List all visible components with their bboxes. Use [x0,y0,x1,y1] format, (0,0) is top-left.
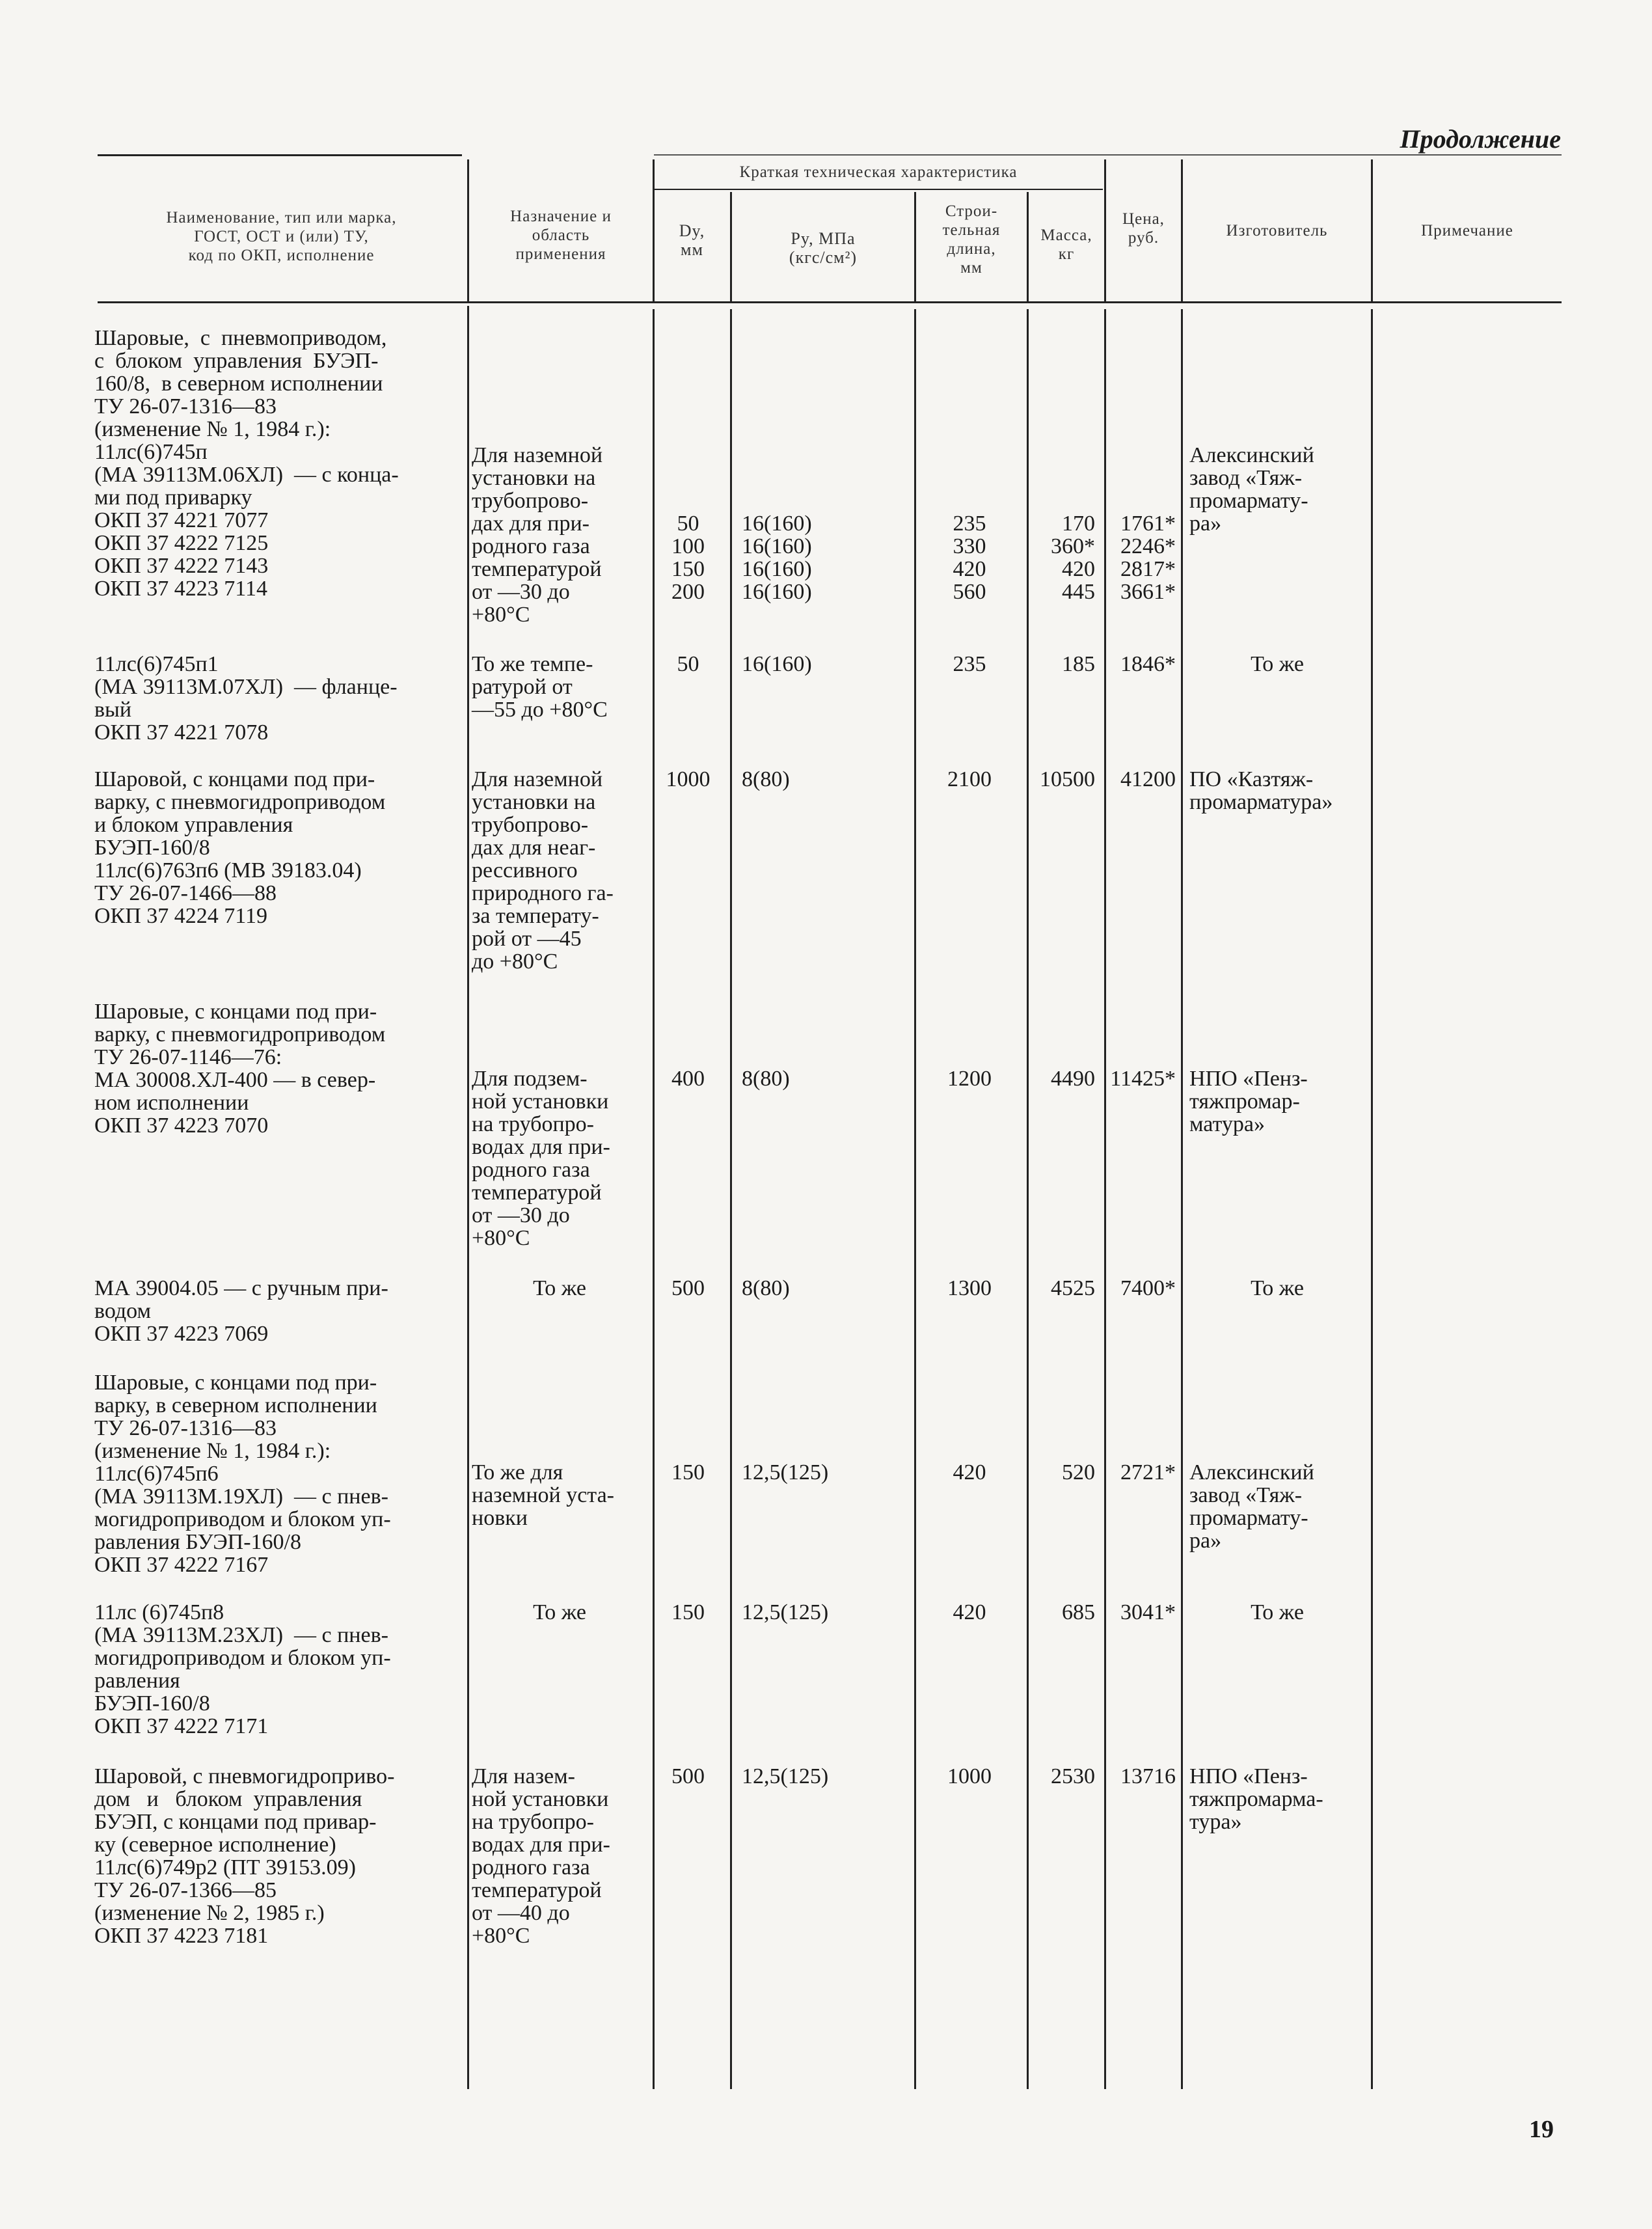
tech-group-rule [654,189,1103,190]
row-purpose: Для назем- ной установки на трубопро- водах для при- родного газа температурой от —40 до +80°С [472,1764,610,1948]
row-py: 8(80) [742,1276,790,1300]
header-py: Py, МПа (кгс/см²) [789,229,858,267]
row-purpose: Для наземной установки на трубопрово- дах для при- родного газа температурой от —30 до +80°С [472,443,603,627]
row-length: 420 [953,1460,986,1484]
row-py: 8(80) [742,1067,790,1091]
row-mass: 2530 [1051,1764,1095,1788]
row-py: 16(160) [742,652,812,676]
row-mass: 4490 [1051,1067,1095,1091]
body-sep-3 [730,309,732,2089]
row-price: 1846* [1120,652,1176,676]
row-price: 3041* [1120,1600,1176,1624]
row-py: 8(80) [742,767,790,791]
row-mass: 685 [1062,1600,1095,1624]
header-top-rule-right [654,154,1562,156]
row-mass: 4525 [1051,1276,1095,1300]
page-number: 19 [1529,2116,1554,2143]
row-dy: 400 [671,1067,705,1091]
row-name: 11лс(6)745п1 (МА 39113М.07ХЛ) — фланце- вый ОКП 37 4221 7078 [94,652,398,745]
row-price: 7400* [1120,1276,1176,1300]
header-tech-group: Краткая техническая характеристика [739,163,1018,181]
row-dy: 50 100 150 200 [671,512,705,604]
row-length: 1300 [947,1276,992,1300]
row-price: 2721* [1120,1460,1176,1484]
row-dy: 150 [671,1460,705,1484]
row-py: 16(160) 16(160) 16(160) 16(160) [742,512,812,604]
row-dy: 500 [671,1276,705,1300]
header-price: Цена, руб. [1122,210,1165,247]
row-purpose: То же [533,1600,586,1624]
row-purpose: Для наземной установки на трубопрово- дах для неаг- рессивного природного га- за температу- рой от —45 до +80°С [472,767,614,974]
row-mass: 170 360* 420 445 [1051,512,1095,604]
body-sep-7 [1181,309,1183,2089]
body-sep-1 [467,306,469,2089]
row-length: 420 [953,1600,986,1624]
row-mass: 10500 [1040,767,1095,791]
row-dy: 1000 [666,767,711,791]
header-name: Наименование, тип или марка, ГОСТ, ОСТ и (или) ТУ, код по ОКП, исполнение [166,209,397,264]
row-length: 1000 [947,1764,992,1788]
header-mass: Масса, кг [1040,226,1092,263]
row-price: 11425* [1110,1067,1176,1091]
row-price: 1761* 2246* 2817* 3661* [1120,512,1176,604]
row-purpose: То же для наземной уста- новки [472,1460,614,1530]
row-manufacturer: Алексинский завод «Тяж- промармату- ра» [1189,1460,1314,1553]
row-name: Шаровые, с концами под при- варку, в северном исполнении ТУ 26-07-1316—83 (изменение № 1, 1984 г.): 11лс(6)745п6 (МА 39113М.19ХЛ) — с пнев- могидроприводом и блоком уп- равления БУЭП-160/8 ОКП 37 4222 7167 [94,1371,391,1577]
row-length: 1200 [947,1067,992,1091]
row-name: Шаровой, с концами под при- варку, с пневмогидроприводом и блоком управления БУЭП-160/8 11лс(6)763п6 (МВ 39183.04) ТУ 26-07-1466—88 ОКП 37 4224 7119 [94,767,386,928]
header-purpose: Назначение и область применения [510,208,612,263]
row-name: МА 39004.05 — с ручным при- водом ОКП 37 4223 7069 [94,1276,388,1346]
row-price: 41200 [1120,767,1176,791]
row-dy: 50 [677,652,699,676]
row-manufacturer: То же [1251,1600,1304,1624]
header-dy: Dy, мм [679,221,705,259]
row-purpose: То же темпе- ратурой от —55 до +80°С [472,652,608,722]
row-dy: 500 [671,1764,705,1788]
row-name: Шаровые, с концами под при- варку, с пневмогидроприводом ТУ 26-07-1146—76: МА 30008.ХЛ-400 — в север- ном исполнении ОКП 37 4223 7070 [94,1000,386,1138]
row-manufacturer: НПО «Пенз- тяжпромарма- тура» [1189,1764,1323,1834]
row-name: 11лс (6)745п8 (МА 39113М.23ХЛ) — с пнев- могидроприводом и блоком уп- равления БУЭП-160/8 ОКП 37 4222 7171 [94,1600,391,1738]
row-length: 2100 [947,767,992,791]
row-manufacturer: НПО «Пенз- тяжпромар- матура» [1189,1067,1308,1136]
row-manufacturer: ПО «Казтяж- промарматура» [1189,767,1333,814]
header-note: Примечание [1421,222,1513,239]
row-py: 12,5(125) [742,1460,829,1484]
row-manufacturer: То же [1251,1276,1304,1300]
row-manufacturer: Алексинский завод «Тяж- промармату- ра» [1189,443,1314,536]
row-dy: 150 [671,1600,705,1624]
header-sep-1 [467,159,469,301]
row-price: 13716 [1120,1764,1176,1788]
row-name: Шаровые, с пневмоприводом, с блоком управления БУЭП- 160/8, в северном исполнении ТУ 26-07-1316—83 (изменение № 1, 1984 г.): 11лс(6)745п (МА 39113М.06ХЛ) — с конца- ми под приварку ОКП 37 4221 7077 ОКП 37 4222 7125 ОКП 37 4222 7143 ОКП 37 4223 7114 [94,326,399,601]
row-py: 12,5(125) [742,1764,829,1788]
row-length: 235 330 420 560 [953,512,986,604]
header-top-rule [98,154,462,156]
body-sep-8 [1371,309,1373,2089]
header-manufacturer: Изготовитель [1226,222,1328,239]
row-name: Шаровой, с пневмогидроприво- дом и блоком управления БУЭП, с концами под привар- ку (северное исполнение) 11лс(6)749р2 (ПТ 39153.09) ТУ 26-07-1366—85 (изменение № 2, 1985 г.) ОКП 37 4223 7181 [94,1764,395,1948]
row-py: 12,5(125) [742,1600,829,1624]
row-mass: 185 [1062,652,1095,676]
row-length: 235 [953,652,986,676]
header-length: Строи- тельная длина, мм [942,202,1001,277]
row-manufacturer: То же [1251,652,1304,676]
row-mass: 520 [1062,1460,1095,1484]
row-purpose: То же [533,1276,586,1300]
continuation-label: Продолжение [1400,124,1561,154]
header-bottom-rule [98,301,1562,303]
row-purpose: Для подзем- ной установки на трубопро- водах для при- родного газа температурой от —30 до +80°С [472,1067,610,1250]
